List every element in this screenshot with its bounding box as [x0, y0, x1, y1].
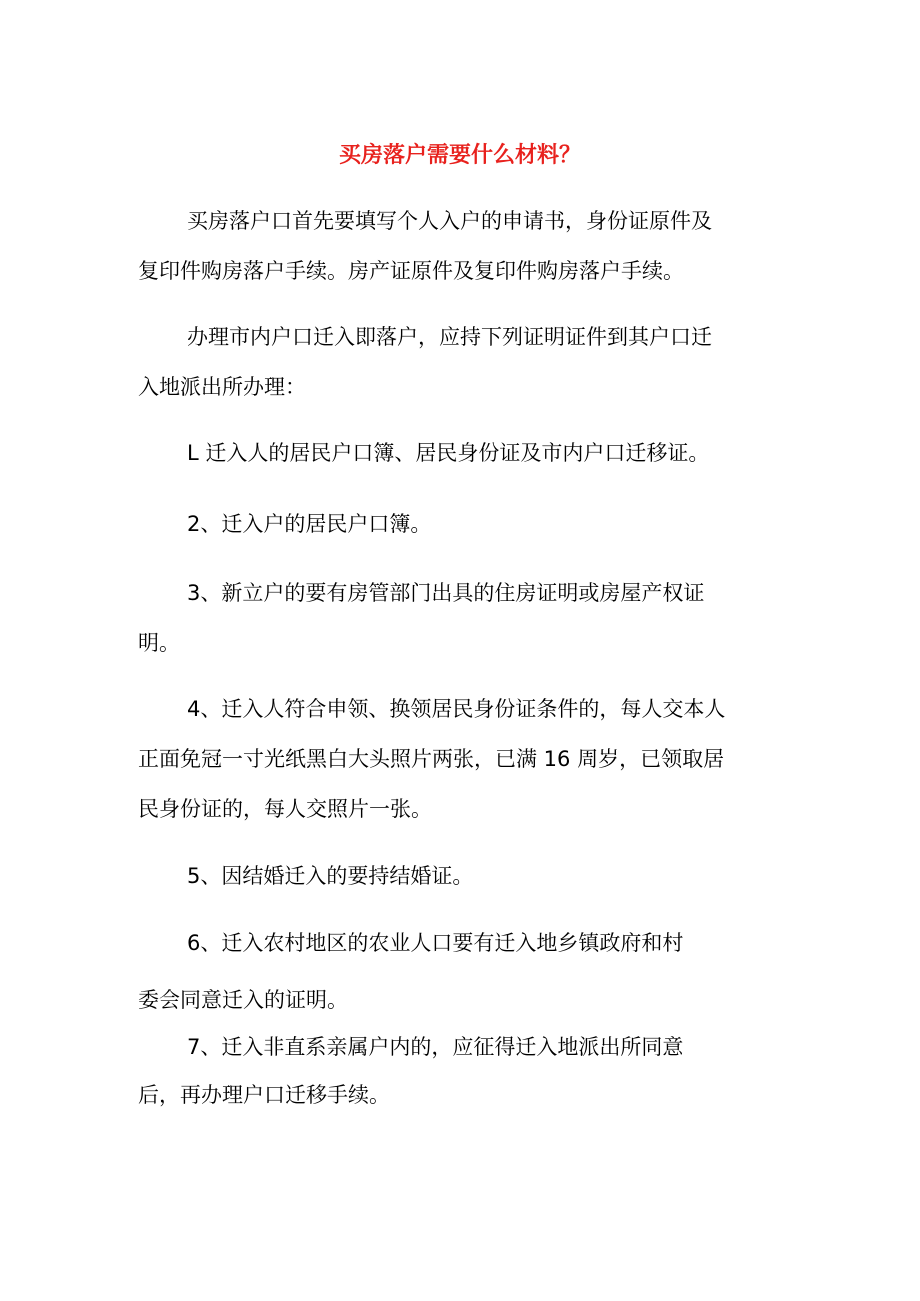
list-item-3-line-2: 明。 [138, 631, 180, 655]
list-item-6-line-1: 6、迁入农村地区的农业人口要有迁入地乡镇政府和村 [187, 931, 684, 955]
list-item-4-line-2: 正面免冠一寸光纸黑白大头照片两张，已满 16 周岁，已领取居 [138, 747, 725, 771]
list-item-4-line-3: 民身份证的，每人交照片一张。 [138, 797, 432, 821]
list-item-3-line-1: 3、新立户的要有房管部门出具的住房证明或房屋产权证 [187, 581, 705, 605]
paragraph-1-line-1: 买房落户口首先要填写个人入户的申请书，身份证原件及 [187, 209, 712, 233]
list-item-5: 5、因结婚迁入的要持结婚证。 [187, 864, 474, 888]
paragraph-2-line-1: 办理市内户口迁入即落户，应持下列证明证件到其户口迁 [187, 325, 712, 349]
paragraph-1-line-2: 复印件购房落户手续。房产证原件及复印件购房落户手续。 [138, 259, 684, 283]
list-item-2: 2、迁入户的居民户口簿。 [187, 512, 432, 536]
list-item-7-line-1: 7、迁入非直系亲属户内的，应征得迁入地派出所同意 [187, 1035, 684, 1059]
document-title: 买房落户需要什么材料？ [338, 143, 581, 168]
paragraph-2-line-2: 入地派出所办理： [138, 375, 306, 399]
list-item-4-line-1: 4、迁入人符合申领、换领居民身份证条件的，每人交本人 [187, 697, 726, 721]
list-item-6-line-2: 委会同意迁入的证明。 [138, 988, 348, 1012]
list-item-7-line-2: 后，再办理户口迁移手续。 [138, 1083, 390, 1107]
list-item-1: L 迁入人的居民户口簿、居民身份证及市内户口迁移证。 [187, 441, 710, 465]
